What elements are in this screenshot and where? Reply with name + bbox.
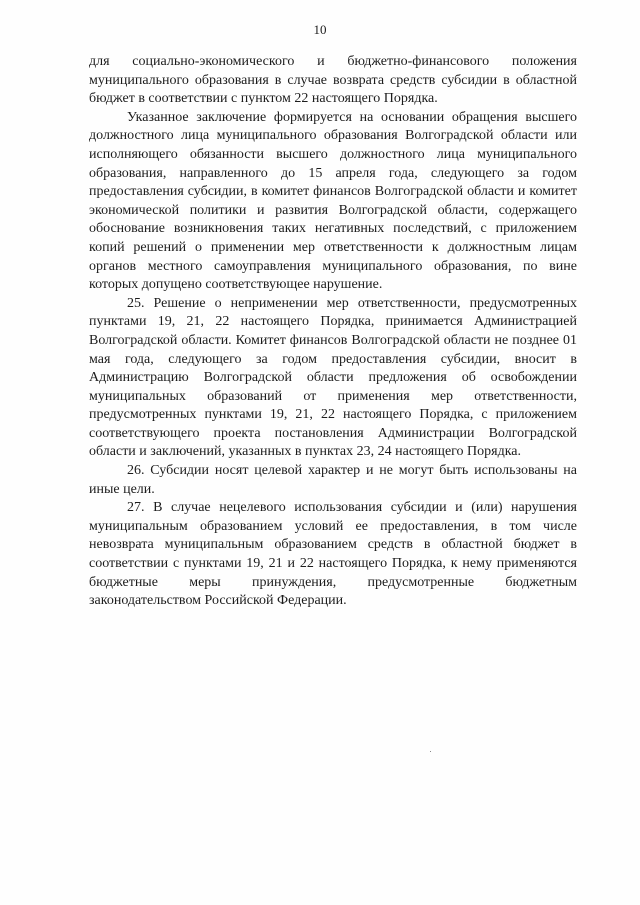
paragraph-continuation: для социально-экономического и бюджетно-финансового положения муниципального образования в случае возврата средств субсидии в областной бюджет в соответствии с пунктом 22 настоящего Порядка.: [89, 54, 577, 107]
scan-speck: [430, 751, 431, 752]
paragraph-conclusion-basis: Указанное заключение формируется на основании обращения высшего должностного лица муниципального образования Волгоградской области или исполняющего обязанности высшего должностного лица муниципального образования, направленного до 15 апреля года, следующего за годом предоставления субсидии, в комитет финансов Волгоградской области и комитет экономической политики и развития Волгоградской области, содержащего обоснование возникновения таких негативных последствий, с приложением копий решений о применении мер ответственности к должностным лицам органов местного самоуправления муниципального образования, по вине которых допущено соответствующее нарушение.: [89, 109, 577, 293]
page-number: 10: [313, 22, 327, 37]
document-body: [89, 53, 577, 611]
paragraph-item-27: 27. В случае нецелевого использования субсидии и (или) нарушения муниципальным образованием условий ее предоставления, в том числе невозврата муниципальным образованием средств в областной бюджет в соответствии с пунктами 19, 21 и 22 настоящего Порядка, к нему применяются бюджетные меры принуждения, предусмотренные бюджетным законодательством Российской Федерации.: [89, 500, 577, 609]
paragraph-item-26: 26. Субсидии носят целевой характер и не могут быть использованы на иные цели.: [89, 463, 577, 497]
paragraph-item-25: 25. Решение о неприменении мер ответственности, предусмотренных пунктами 19, 21, 22 настоящего Порядка, принимается Администрацией Волгоградской области. Комитет финансов Волгоградской области не позднее 01 мая года, следующего за годом предоставления субсидии, вносит в Администрацию Волгоградской области предложения об освобождении муниципальных образований от применения мер ответственности, предусмотренных пунктами 19, 21, 22 настоящего Порядка, с приложением соответствующего проекта постановления Администрации Волгоградской области и заключений, указанных в пунктах 23, 24 настоящего Порядка.: [89, 295, 577, 460]
